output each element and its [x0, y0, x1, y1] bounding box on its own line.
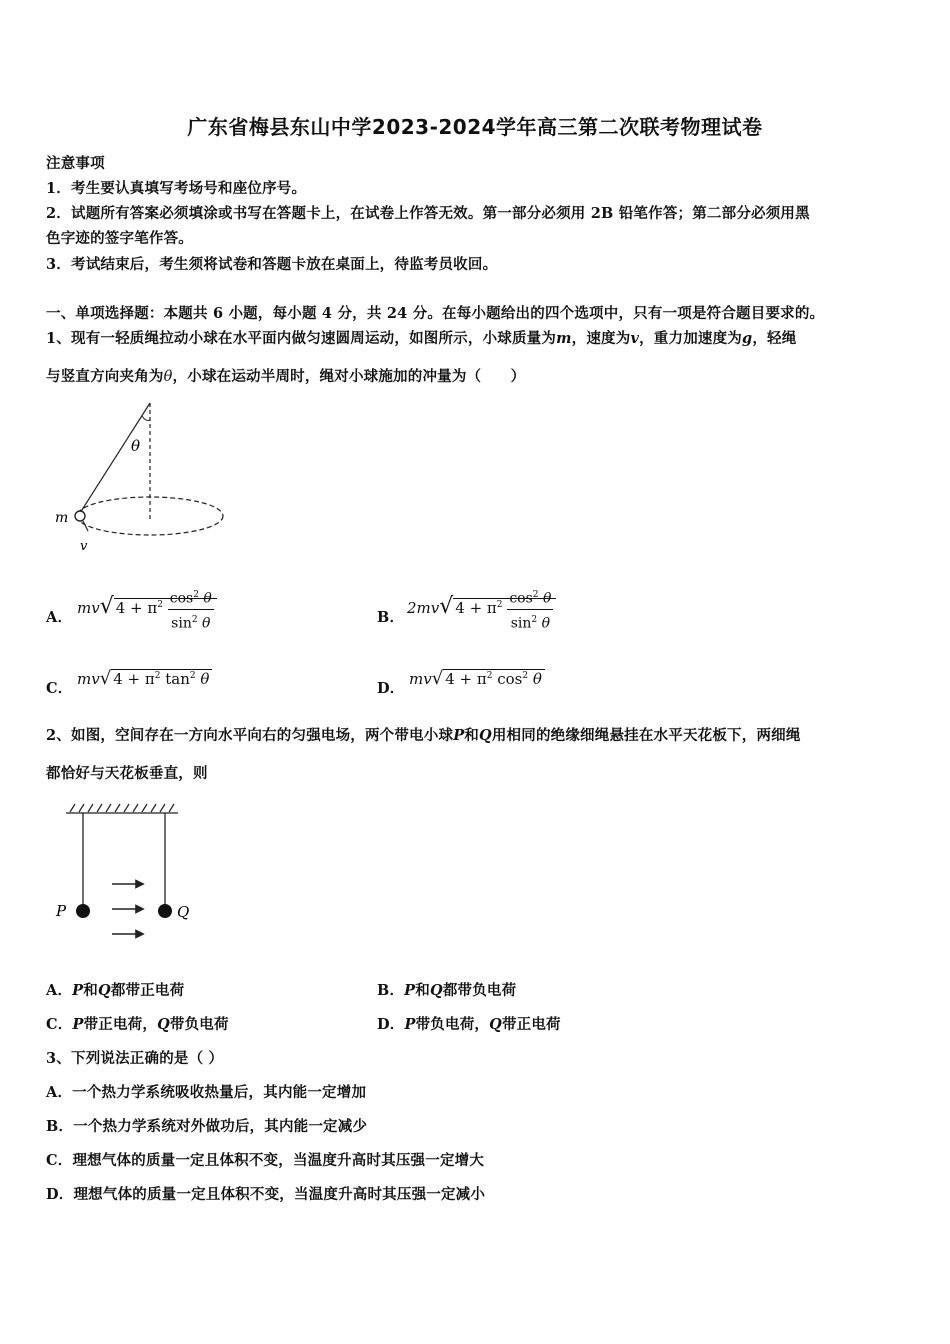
sqrt-body: [453, 590, 556, 632]
var-p: P: [72, 1016, 84, 1033]
q1-option-d-formula: [409, 668, 545, 689]
q1-var-g: g: [742, 330, 753, 347]
option-letter: A．: [46, 982, 73, 999]
notice-heading: 注意事项: [46, 155, 105, 172]
q1-text: ，轻绳: [752, 330, 797, 347]
fraction: [507, 585, 553, 633]
formula-prefix: mv: [77, 670, 100, 688]
q1-text: ，速度为: [571, 330, 631, 347]
option-text: 带负电荷: [169, 1016, 229, 1033]
question-3-stem: 3、下列说法正确的是（ ）: [46, 1050, 224, 1067]
q3-option-d: D．理想气体的质量一定且体积不变，当温度升高时其压强一定减小: [46, 1186, 486, 1203]
den-exp: 2: [191, 614, 198, 625]
q3-option-c: C．理想气体的质量一定且体积不变，当温度升高时其压强一定增大: [46, 1152, 485, 1169]
q2-text: 和: [464, 727, 479, 744]
numerator: [507, 585, 553, 610]
formula-prefix: mv: [77, 599, 100, 618]
label-p: P: [56, 902, 67, 920]
denominator: [509, 610, 552, 634]
tail-func: cos: [497, 670, 523, 688]
q2-option-d: [377, 1013, 561, 1034]
q1-option-a-letter: A．: [46, 609, 73, 626]
formula-prefix: mv: [409, 670, 432, 688]
question-2-stem-line2: 都恰好与天花板垂直，则: [46, 765, 208, 782]
q2-text: 2、如图，空间存在一方向水平向右的匀强电场，两个带电小球: [46, 727, 454, 744]
option-text: 都带正电荷: [110, 982, 185, 999]
notice-item: 1．考生要认真填写考场号和座位序号。: [46, 180, 307, 197]
charged-balls-figure: [50, 800, 210, 950]
root-exp: 2: [154, 671, 161, 681]
var-p: P: [404, 1016, 416, 1033]
den-func: sin: [510, 615, 532, 632]
q2-var-p: P: [453, 727, 465, 744]
option-text: 和: [83, 982, 98, 999]
q1-var-theta: θ: [163, 369, 173, 385]
tail-var: θ: [200, 670, 210, 688]
option-text: 带正电荷: [501, 1016, 561, 1033]
q3-option-a: A．一个热力学系统吸收热量后，其内能一定增加: [46, 1084, 367, 1101]
question-2-stem: [46, 724, 801, 745]
num-func: cos: [169, 590, 194, 607]
q1-var-m: m: [556, 330, 572, 347]
option-text: 带正电荷，: [83, 1016, 158, 1033]
root-text: 4 + π: [445, 670, 487, 688]
option-text: 都带负电荷: [442, 982, 517, 999]
root-exp: 2: [157, 600, 163, 611]
den-exp: 2: [531, 614, 538, 625]
q2-var-q: Q: [479, 727, 492, 744]
mass-label: m: [55, 510, 69, 526]
q2-option-a: [46, 979, 184, 1000]
option-letter: B．: [377, 982, 405, 999]
ball: [75, 511, 85, 521]
option-text: 带负电荷，: [415, 1016, 490, 1033]
num-exp: 2: [532, 590, 539, 600]
q2-option-c: [46, 1013, 229, 1034]
notice-item: 色字迹的签字笔作答。: [46, 230, 193, 247]
var-q: Q: [429, 982, 443, 999]
var-p: P: [404, 982, 416, 999]
num-var: θ: [542, 590, 552, 607]
tail-func: tan: [165, 670, 190, 688]
q2-text: 用相同的绝缘细绳悬挂在水平天花板下，两细绳: [491, 727, 801, 744]
notice-item: 2．试题所有答案必须填涂或书写在答题卡上，在试卷上作答无效。第一部分必须用 2B 铅笔作答；第二部分必须用黑: [46, 205, 810, 222]
velocity-arrow: [83, 521, 88, 531]
notice-item: 3．考试结束后，考生须将试卷和答题卡放在桌面上，待监考员收回。: [46, 256, 498, 273]
formula-prefix: 2mv: [407, 599, 440, 618]
angle-arc: [142, 416, 150, 421]
q1-option-c-letter: C．: [46, 680, 73, 697]
tail-var: θ: [532, 670, 542, 688]
page-title: 广东省梅县东山中学2023-2024学年高三第二次联考物理试卷: [187, 115, 763, 139]
den-var: θ: [202, 615, 211, 632]
q1-option-d-letter: D．: [377, 680, 405, 697]
ball-q: [158, 904, 172, 918]
root-exp: 2: [496, 600, 503, 611]
velocity-label: v: [80, 539, 88, 554]
ceiling-hatch: [66, 804, 178, 813]
den-var: θ: [541, 615, 551, 632]
q1-text: 1、现有一轻质绳拉动小球在水平面内做匀速圆周运动，如图所示，小球质量为: [46, 330, 557, 347]
option-letter: C．: [46, 1016, 73, 1033]
sqrt-sign: √: [439, 594, 454, 620]
var-p: P: [72, 982, 84, 999]
q2-option-b: [377, 979, 516, 1000]
q1-option-b-letter: B．: [377, 609, 405, 626]
question-1-stem-line2: [46, 365, 525, 386]
den-func: sin: [171, 615, 192, 632]
var-q: Q: [97, 982, 111, 999]
var-q: Q: [489, 1016, 502, 1033]
option-letter: D．: [377, 1016, 405, 1033]
fraction: [168, 585, 214, 633]
q1-option-c-formula: [77, 668, 212, 689]
num-func: cos: [509, 590, 533, 607]
root-exp: 2: [486, 671, 493, 681]
q1-option-a-formula: [77, 585, 217, 633]
q3-option-b: B．一个热力学系统对外做功后，其内能一定减少: [46, 1118, 368, 1135]
num-var: θ: [203, 590, 212, 607]
label-q: Q: [177, 903, 190, 921]
string-line: [80, 403, 150, 513]
q1-text: ，重力加速度为: [639, 330, 742, 347]
sqrt-body: [111, 669, 212, 688]
tail-exp: 2: [522, 671, 529, 681]
sqrt-body: [114, 590, 217, 632]
root-text: 4 + π: [113, 670, 155, 688]
option-text: 和: [415, 982, 430, 999]
sqrt-sign: √: [431, 668, 444, 689]
q1-text: 与竖直方向夹角为: [46, 368, 164, 385]
q1-option-b-formula: [407, 585, 556, 633]
ball-p: [76, 904, 90, 918]
numerator: [168, 585, 214, 610]
sqrt-body: [443, 669, 545, 688]
theta-label: θ: [131, 437, 141, 455]
conical-pendulum-figure: [50, 398, 235, 558]
field-arrows: [112, 881, 143, 938]
var-q: Q: [157, 1016, 170, 1033]
denominator: [169, 610, 212, 634]
section-heading: 一、单项选择题：本题共 6 小题，每小题 4 分，共 24 分。在每小题给出的四个选项中，只有一项是符合题目要求的。: [46, 305, 825, 322]
q1-var-v: v: [630, 330, 640, 347]
root-text: 4 + π: [455, 599, 497, 618]
question-1-stem: [46, 327, 796, 348]
num-exp: 2: [193, 590, 199, 600]
q1-text: ，小球在运动半周时，绳对小球施加的冲量为（ ）: [172, 368, 526, 385]
root-text: 4 + π: [115, 599, 158, 618]
sqrt-sign: √: [99, 668, 112, 689]
tail-exp: 2: [189, 671, 196, 681]
sqrt-sign: √: [99, 594, 114, 620]
